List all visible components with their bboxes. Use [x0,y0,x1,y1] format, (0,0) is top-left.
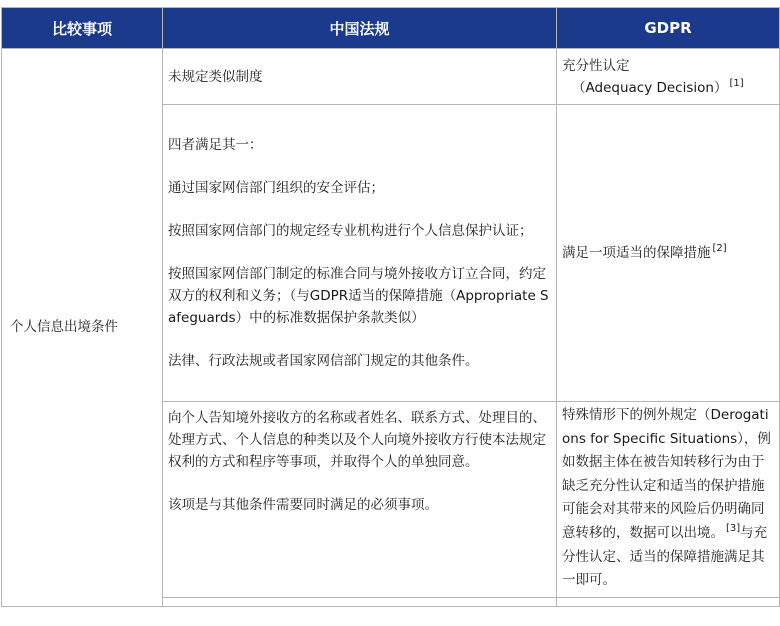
china-paragraph: 该项是与其他条件需要同时满足的必须事项。 [168,497,438,513]
footnote-ref: [2] [712,243,727,254]
gdpr-cell [557,49,780,105]
gdpr-term: （Adequacy Decision） [572,79,728,96]
china-cell [163,402,557,598]
china-paragraph: 按照国家网信部门的规定经专业机构进行个人信息保护认证； [168,223,533,239]
china-paragraph: 按照国家网信部门制定的标准合同与境外接收方订立合同，约定双方的权利和义务；（与GDPR适当的保障措施（Appropriate Safeguards）中的标准数据保护条款类似） [168,266,549,326]
gdpr-text-line2 [562,77,774,99]
gdpr-cell [557,105,780,402]
header-gdpr: GDPR [557,8,780,49]
empty-cell [163,597,557,606]
china-paragraph: 法律、行政法规或者国家网信部门规定的其他条件。 [168,353,479,369]
gdpr-text: 充分性认定 [562,57,630,74]
footnote-ref: [1] [729,77,744,89]
gdpr-text: 满足一项适当的保障措施 [562,245,711,261]
china-cell [163,105,557,402]
header-comparison-item: 比较事项 [2,8,163,49]
china-paragraph: 向个人告知境外接收方的名称或者姓名、联系方式、处理目的、处理方式、个人信息的种类以及个人向境外接收方行使本法规定权利的方式和程序等事项，并取得个人的单独同意。 [168,410,546,470]
gdpr-text-continued: 与充分性认定、适当的保障措施满足其一即可。 [562,524,768,589]
gdpr-cell [557,402,780,598]
footnote-ref: [3] [726,522,741,534]
empty-cell [557,597,780,606]
category-cell: 个人信息出境条件 [2,49,163,607]
header-china-regulation: 中国法规 [163,8,557,49]
table-row [2,49,780,105]
china-paragraph: 通过国家网信部门组织的安全评估； [168,180,384,196]
comparison-table [1,7,780,607]
china-cell [163,49,557,105]
header-row [2,8,780,49]
china-text: 未规定类似制度 [168,68,263,85]
china-paragraph: 四者满足其一： [168,137,263,153]
gdpr-text: 特殊情形下的例外规定（Derogations for Specific Situations），例如数据主体在被告知转移行为由于缺乏充分性认定和适当的保护措施可能会对其带来的风险后仍明确同意转移的，数据可以出境。 [562,407,771,541]
